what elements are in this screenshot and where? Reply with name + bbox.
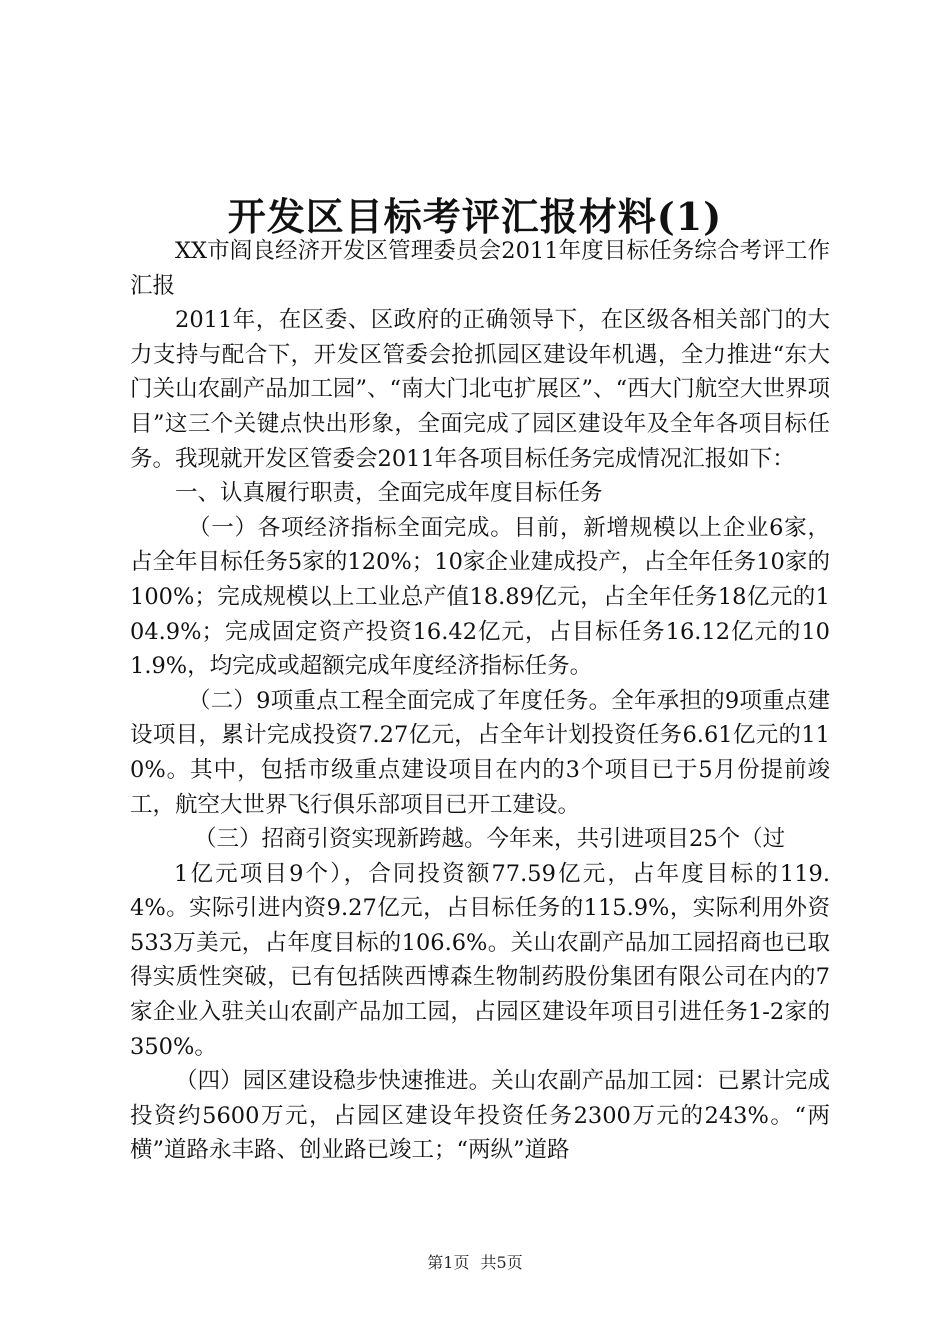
item-3-continued-paragraph: 1亿元项目9个），合同投资额77.59亿元，占年度目标的119.4%。实际引进内资9.27亿元，占目标任务的115.9%，实际利用外资533万美元，占年度目标的106.6%。关山农副产品加工园招商也已取得实质性突破，已有包括陕西博森生物制药股份集团有限公司在内的7家企业入驻关山农副产品加工园，占园区建设年项目引进任务1-2家的350%。: [130, 860, 830, 1060]
item-1-paragraph: （一）各项经济指标全面完成。目前，新增规模以上企业6家，占全年目标任务5家的120%；10家企业建成投产，占全年任务10家的100%；完成规模以上工业总产值18.89亿元，占全年任务18亿元的104.9%；完成固定资产投资16.42亿元，占目标任务16.12亿元的101.9%，均完成或超额完成年度经济指标任务。: [130, 514, 830, 680]
subtitle-paragraph: XX市阎良经济开发区管理委员会2011年度目标任务综合考评工作汇报: [130, 238, 830, 299]
document-title: 开发区目标考评汇报材料(1): [227, 194, 723, 239]
item-3-paragraph: （三）招商引资实现新跨越。今年来，共引进项目25个（过: [194, 826, 786, 853]
page-number-current: 第1页: [427, 1253, 470, 1272]
document-body: [130, 234, 830, 1168]
intro-paragraph: 2011年，在区委、区政府的正确领导下，在区级各相关部门的大力支持与配合下，开发区管委会抢抓园区建设年机遇，全力推进“东大门关山农副产品加工园”、“南大门北屯扩展区”、“西大门航空大世界项目”这三个关键点快出形象，全面完成了园区建设年及全年各项目标任务。我现就开发区管委会2011年各项目标任务完成情况汇报如下：: [130, 307, 830, 472]
page-footer: [0, 1250, 950, 1273]
item-4-paragraph: （四）园区建设稳步快速推进。关山农副产品加工园：已累计完成投资约5600万元，占园区建设年投资任务2300万元的243%。“两横”道路永丰路、创业路已竣工；“两纵”道路: [130, 1068, 830, 1164]
section-heading: 一、认真履行职责，全面完成年度目标任务: [175, 480, 603, 507]
page-number-total: 共5页: [480, 1253, 523, 1272]
item-2-paragraph: （二）9项重点工程全面完成了年度任务。全年承担的9项重点建设项目，累计完成投资7.27亿元，占全年计划投资任务6.61亿元的110%。其中，包括市级重点建设项目在内的3个项目已于5月份提前竣工，航空大世界飞行俱乐部项目已开工建设。: [130, 687, 830, 818]
